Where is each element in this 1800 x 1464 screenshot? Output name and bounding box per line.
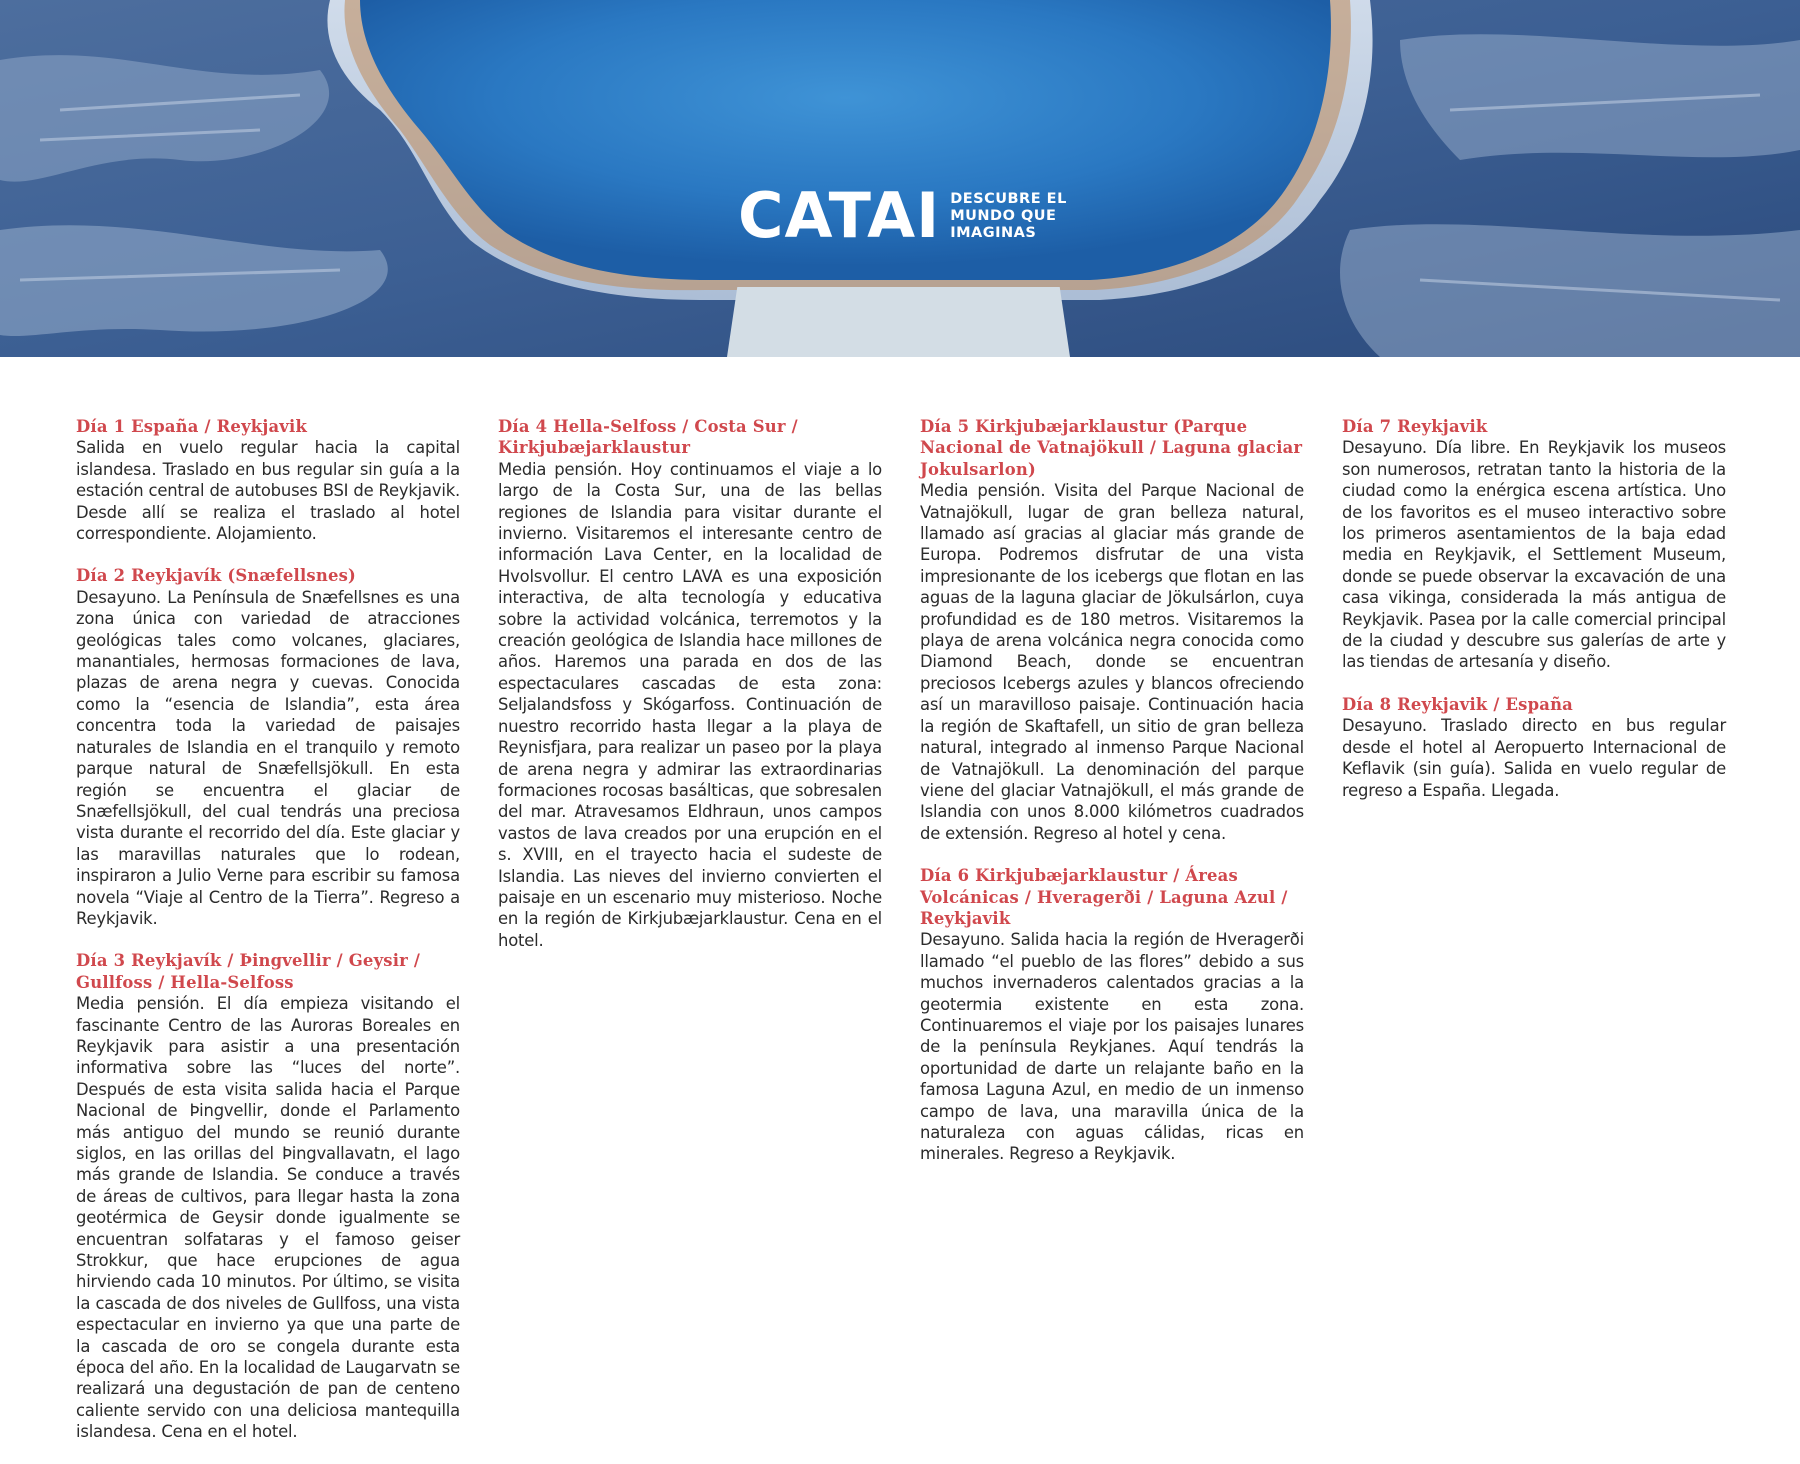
day-3 <box>76 950 460 1442</box>
day-text: Desayuno. Día libre. En Reykjavik los museos son numerosos, retratan tanto la historia de la ciudad como la enérgica escena artística. Uno de los favoritos es el museo interactivo sobre los primeros asentamientos de la baja edad media en Reykjavik, el Settlement Museum, donde se puede observar la excavación de una casa vikinga, considerada la más antigua de Reykjavik. Pasea por la calle comercial principal de la ciudad y descubre sus galerías de arte y las tiendas de artesanía y diseño. <box>1342 438 1726 672</box>
day-title: Día 4 Hella-Selfoss / Costa Sur / Kirkjubæjarklaustur <box>498 417 798 458</box>
column-4 <box>1342 416 1726 822</box>
day-title: Día 5 Kirkjubæjarklaustur (Parque Nacional de Vatnajökull / Laguna glaciar Jokulsarlon) <box>920 417 1303 479</box>
day-4 <box>498 416 882 951</box>
day-6 <box>920 865 1304 1165</box>
day-text: Desayuno. La Península de Snæfellsnes es una zona única con variedad de atracciones geológicas tales como volcanes, glaciares, manantiales, hermosas formaciones de lava, plazas de arena negra y cuevas. Conocida como la “esencia de Islandia”, esta área concentra toda la variedad de paisajes naturales de Islandia en el tranquilo y remoto parque natural de Snæfellsjökull. En esta región se encuentra el glaciar de Snæfellsjökull, del cual tendrás una preciosa vista durante el recorrido del día. Este glaciar y las maravillas naturales que lo rodean, inspiraron a Julio Verne para escribir su famosa novela “Viaje al Centro de la Tierra”. Regreso a Reykjavik. <box>76 587 460 928</box>
day-text: Desayuno. Salida hacia la región de Hveragerði llamado “el pueblo de las flores” debido a sus muchos invernaderos calentados gracias a la geotermia existente en esta zona. Continuaremos el viaje por los paisajes lunares de la península Reykjanes. Aquí tendrás la oportunidad de darte un relajante baño en la famosa Laguna Azul, en medio de un inmenso campo de lava, una maravilla única de la naturaleza con aguas cálidas, ricas en minerales. Regreso a Reykjavik. <box>920 930 1304 1164</box>
day-title: Día 7 Reykjavik <box>1342 417 1488 436</box>
day-5 <box>920 416 1304 844</box>
day-text: Salida en vuelo regular hacia la capital islandesa. Traslado en bus regular sin guía a la estación central de autobuses BSI de Reykjavik. Desde allí se realiza el traslado al hotel correspondiente. Alojamiento. <box>76 438 460 544</box>
logo-tagline-line: MUNDO QUE <box>950 207 1057 224</box>
column-1 <box>76 416 460 1464</box>
day-7 <box>1342 416 1726 673</box>
day-text: Media pensión. Visita del Parque Nacional de Vatnajökull, lugar de gran belleza natural, llamado así gracias al glaciar más grande de Europa. Podremos disfrutar de una vista impresionante de los icebergs que flotan en las aguas de la laguna glaciar de Jökulsárlon, cuya profundidad es de 180 metros. Visitaremos la playa de arena volcánica negra conocida como Diamond Beach, donde se encuentran preciosos Icebergs azules y blancos ofreciendo así un maravilloso paisaje. Continuación hacia la región de Skaftafell, un sitio de gran belleza natural, integrado al inmenso Parque Nacional de Vatnajökull. La denominación del parque viene del glaciar Vatnajökull, el más grande de Islandia con unos 8.000 kilómetros cuadrados de extensión. Regreso al hotel y cena. <box>920 481 1304 843</box>
catai-logo <box>738 179 1067 252</box>
day-text: Media pensión. El día empieza visitando el fascinante Centro de las Auroras Boreales en Reykjavik para asistir a una presentación informativa sobre las “luces del norte”. Después de esta visita salida hacia el Parque Nacional de Þingvellir, donde el Parlamento más antiguo del mundo se reunió durante siglos, en las orillas del Þingvallavatn, el lago más grande de Islandia. Se conduce a través de áreas de cultivos, para llegar hasta la zona geotérmica de Geysir donde igualmente se encuentran solfataras y el famoso geiser Strokkur, que hace erupciones de agua hirviendo cada 10 minutos. Por último, se visita la cascada de dos niveles de Gullfoss, una vista espectacular en invierno ya que una parte de la cascada de oro se congela durante esta época del año. En la localidad de Laugarvatn se realizará una degustación de pan de centeno caliente servido con una deliciosa mantequilla islandesa. Cena en el hotel. <box>76 994 460 1442</box>
day-text: Desayuno. Traslado directo en bus regular desde el hotel al Aeropuerto Internacional de Keflavik (sin guía). Salida en vuelo regular de regreso a España. Llegada. <box>1342 716 1726 800</box>
day-title: Día 6 Kirkjubæjarklaustur / Áreas Volcánicas / Hveragerði / Laguna Azul / Reykjavik <box>920 866 1288 928</box>
day-title: Día 2 Reykjavík (Snæfellsnes) <box>76 566 356 586</box>
column-3 <box>920 416 1304 1186</box>
logo-wordmark: CATAI <box>738 179 941 252</box>
hero-image <box>0 0 1800 357</box>
logo-tagline-line: IMAGINAS <box>950 224 1037 241</box>
day-1 <box>76 416 460 544</box>
itinerary <box>76 416 1726 1442</box>
day-title: Día 8 Reykjavik / España <box>1342 694 1574 714</box>
day-title: Día 3 Reykjavík / Þingvellir / Geysir / Gullfoss / Hella-Selfoss <box>76 951 421 992</box>
day-8 <box>1342 694 1726 801</box>
logo-tagline-line: DESCUBRE EL <box>950 190 1067 207</box>
day-2 <box>76 565 460 929</box>
logo-tagline <box>950 191 1067 242</box>
day-text: Media pensión. Hoy continuamos el viaje a lo largo de la Costa Sur, una de las bellas regiones de Islandia para visitar durante el invierno. Visitaremos el interesante centro de información Lava Center, en la localidad de Hvolsvollur. El centro LAVA es una exposición interactiva, de alta tecnología y educativa sobre la actividad volcánica, terremotos y la creación geológica de Islandia hace millones de años. Haremos una parada en dos de las espectaculares cascadas de esta zona: Seljalandsfoss y Skógarfoss. Continuación de nuestro recorrido hasta llegar a la playa de Reynisfjara, para realizar un paseo por la playa de arena negra y admirar las extraordinarias formaciones rocosas basálticas, que sobresalen del mar. Atravesamos Eldhraun, unos campos vastos de lava creados por una erupción en el s. XVIII, en el trayecto hacia el sudeste de Islandia. Las nieves del invierno convierten el paisaje en un escenario muy misterioso. Noche en la región de Kirkjubæjarklaustur. Cena en el hotel. <box>498 459 882 950</box>
day-title: Día 1 España / Reykjavik <box>76 417 308 436</box>
column-2 <box>498 416 882 972</box>
header-tab-shape <box>727 287 1070 357</box>
